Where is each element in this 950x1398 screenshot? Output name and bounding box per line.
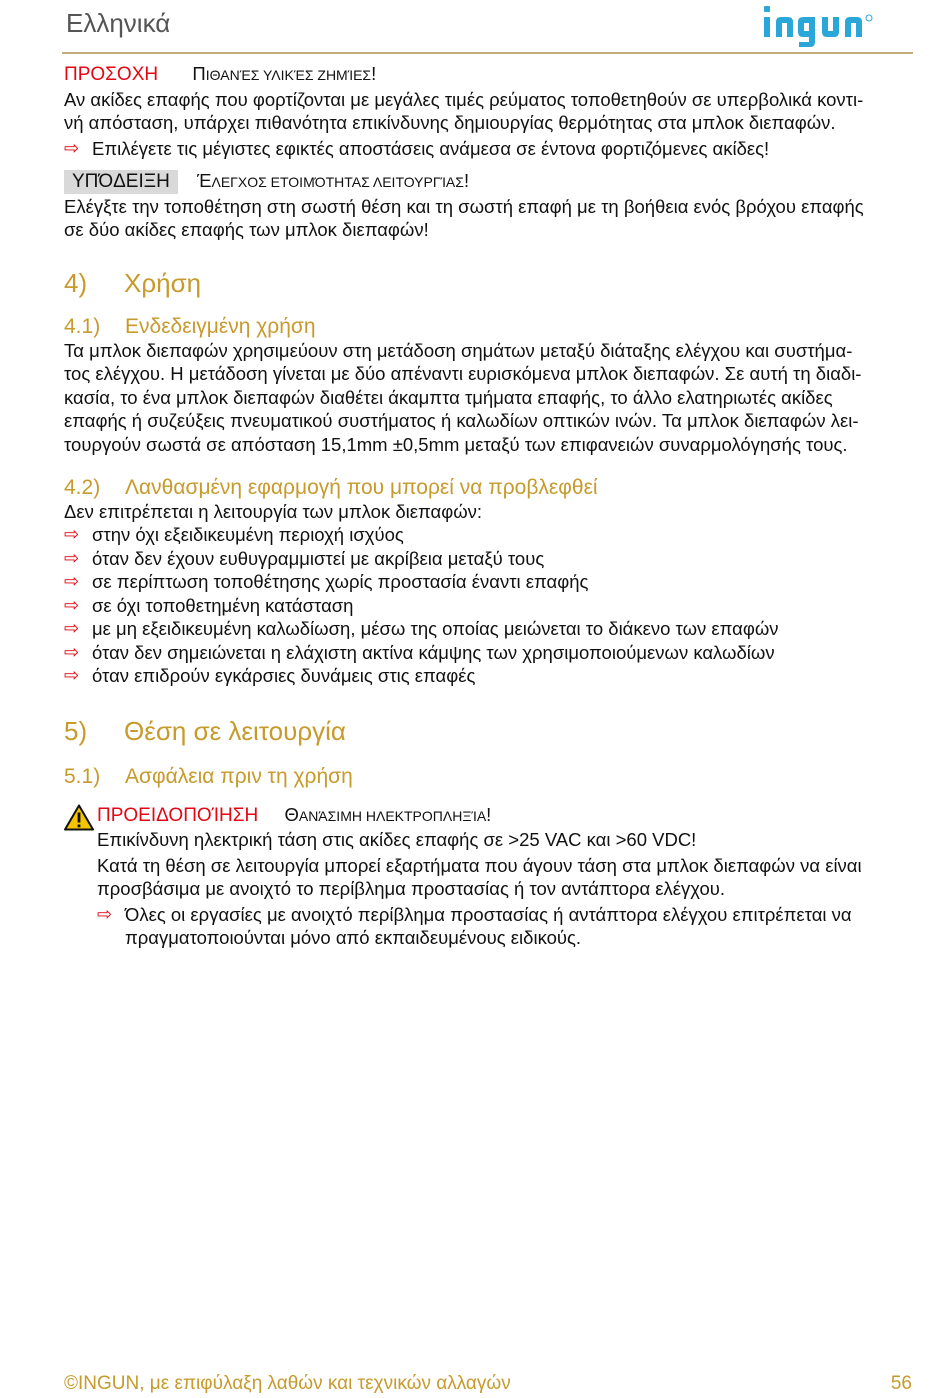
warning-triangle-icon (64, 804, 94, 831)
arrow-right-icon: ⇨ (64, 547, 80, 568)
header-language: Ελληνικά (66, 8, 171, 38)
section-4-2-number: 4.2) (64, 476, 101, 499)
arrow-right-icon: ⇨ (64, 137, 80, 158)
section-5-1-number: 5.1) (64, 765, 101, 788)
section-4-2-title: Λανθασμένη εφαρμογή που μπορεί να προβλεφθεί (125, 476, 598, 499)
warning-bullet-line: Όλες οι εργασίες με ανοιχτό περίβλημα προστασίας ή αντάπτορα ελέγχου επιτρέπεται να (125, 903, 852, 925)
section-4-1-title: Ενδεδειγμένη χρήση (125, 315, 316, 338)
note-label: ΥΠΌΔΕΙΞΗ (64, 170, 178, 194)
list-item (64, 641, 914, 665)
arrow-right-icon: ⇨ (64, 618, 80, 638)
list-item-text: όταν δεν έχουν ευθυγραμμιστεί με ακρίβεια μεταξύ τους (92, 547, 545, 569)
caution-title-rest: ΙΘΑΝΈΣ ΥΛΙΚΈΣ ΖΗΜΊΕΣ (205, 67, 372, 83)
list-item-text: στην όχι εξειδικευμένη περιοχή ισχύος (92, 524, 404, 545)
caution-bullet-text: Επιλέγετε τις μέγιστες εφικτές αποστάσεις ανάμεσα σε έντονα φορτιζόμενες ακίδες! (92, 137, 770, 159)
list-item-text: όταν δεν σημειώνεται η ελάχιστη ακτίνα κάμψης των χρησιμοποιούμενων καλωδίων (92, 641, 775, 663)
footer-copyright: ©INGUN, με επιφύλαξη λαθών και τεχνικών αλλαγών (64, 1373, 511, 1394)
list-item (64, 617, 914, 641)
header-rule (62, 52, 913, 54)
warning-title-rest: ΑΝΆΣΙΜΗ ΗΛΕΚΤΡΟΠΛΗΞΊΑ (298, 807, 487, 824)
section-5-1-title: Ασφάλεια πριν τη χρήση (125, 765, 353, 788)
arrow-right-icon: ⇨ (64, 594, 80, 615)
note-title (64, 169, 914, 195)
warning-text-line: Επικίνδυνη ηλεκτρική τάση στις ακίδες επαφής σε >25 VAC και >60 VDC! (97, 829, 697, 850)
section-4-1-body (64, 339, 914, 457)
caution-title (64, 62, 914, 88)
arrow-right-icon: ⇨ (64, 641, 80, 662)
note-title-end: ! (463, 170, 470, 191)
section-4-title: Χρήση (124, 267, 202, 298)
warning-title (97, 803, 914, 829)
section-5-heading (64, 715, 914, 746)
note-title-cap: Έ (196, 170, 212, 191)
note-title-rest: ΛΕΓΧΟΣ ΕΤΟΙΜΌΤΗΤΑΣ ΛΕΙΤΟΥΡΓΊΑΣ (211, 174, 464, 190)
caution-title-cap: Π (192, 63, 206, 84)
warning-bullet-line: πραγματοποιούνται μόνο από εκπαιδευμένους ειδικούς. (125, 927, 582, 948)
paragraph-line: κασία, το ένα μπλοκ διεπαφών διαθέτει άκαμπτα τμήματα επαφής, το άλλο ελατηριωτές ακίδες (64, 386, 833, 408)
note-text-line: σε δύο ακίδες επαφής των μπλοκ διεπαφών! (64, 219, 429, 240)
paragraph-line: τος ελέγχου. Η μετάδοση γίνεται με δύο απέναντι ευρισκόμενα μπλοκ διεπαφών. Σε αυτή τη διαδι- (64, 363, 862, 384)
arrow-right-icon: ⇨ (97, 903, 113, 924)
warning-text-line: προσβάσιμα με ανοιχτό το περίβλημα προστασίας ή τον αντάπτορα ελέγχου. (97, 878, 726, 899)
arrow-right-icon: ⇨ (64, 571, 80, 591)
section-5-number: 5) (64, 715, 88, 746)
warning-text-line: Κατά τη θέση σε λειτουργία μπορεί εξαρτήματα που άγουν τάση στα μπλοκ διεπαφών να είναι (97, 854, 862, 876)
page-number: 56 (890, 1373, 912, 1394)
arrow-right-icon: ⇨ (64, 524, 80, 544)
list-item (64, 664, 914, 688)
page-content (64, 62, 914, 950)
section-4-2-intro: Δεν επιτρέπεται η λειτουργία των μπλοκ διεπαφών: (64, 500, 483, 522)
caution-label: ΠΡΟΣΟΧΗ (64, 64, 159, 85)
caution-text-line: νή απόσταση, υπάρχει πιθανότητα επικίνδυνης δημιουργίας θερμότητας στα μπλοκ διεπαφών. (64, 112, 836, 133)
note-text-line: Ελέγξτε την τοποθέτηση στη σωστή θέση και τη σωστή επαφή με τη βοήθεια ενός βρόχου επαφής (64, 195, 864, 217)
caution-title-end: ! (371, 63, 377, 84)
list-item-text: όταν επιδρούν εγκάρσιες δυνάμεις στις επαφές (92, 665, 476, 686)
section-4-number: 4) (64, 267, 88, 298)
section-4-1-heading (64, 315, 914, 339)
list-item-text: σε όχι τοποθετημένη κατάσταση (92, 594, 354, 616)
warning-label: ΠΡΟΕΙΔΟΠΟΊΗΣΗ (97, 804, 259, 826)
caution-bullet (64, 137, 914, 161)
warning-bullet (97, 903, 914, 950)
list-item-text: σε περίπτωση τοποθέτησης χωρίς προστασία έναντι επαφής (92, 571, 589, 592)
misuse-list (64, 523, 914, 688)
warning-block (64, 803, 914, 950)
section-4-2-heading (64, 476, 914, 500)
paragraph-line: τουργούν σωστά σε απόσταση 15,1mm ±0,5mm μεταξύ των επιφανειών συναρμολόγησής τους. (64, 433, 848, 455)
list-item-text: με μη εξειδικευμένη καλωδίωση, μέσω της οποίας μειώνεται το διάκενο των επαφών (92, 618, 779, 639)
paragraph-line: επαφής ή συζεύξεις πνευματικού συστήματος ή καλωδίων οπτικών ινών. Τα μπλοκ διεπαφών λει- (64, 410, 859, 431)
list-item (64, 523, 914, 547)
list-item (64, 570, 914, 594)
section-4-heading (64, 267, 914, 298)
paragraph-line: Τα μπλοκ διεπαφών χρησιμεύουν στη μετάδοση σημάτων μεταξύ διάταξης ελέγχου και συστήμα- (64, 339, 853, 361)
warning-title-cap: Θ (284, 803, 299, 825)
section-5-title: Θέση σε λειτουργία (124, 715, 346, 746)
arrow-right-icon: ⇨ (64, 665, 80, 685)
warning-title-end: ! (486, 803, 492, 825)
list-item (64, 547, 914, 571)
ingun-logo (762, 4, 922, 48)
caution-text-line: Αν ακίδες επαφής που φορτίζονται με μεγάλες τιμές ρεύματος τοποθετηθούν σε υπερβολικά κοντι- (64, 88, 864, 110)
list-item (64, 594, 914, 618)
section-4-1-number: 4.1) (64, 315, 101, 338)
section-5-1-heading (64, 765, 914, 789)
